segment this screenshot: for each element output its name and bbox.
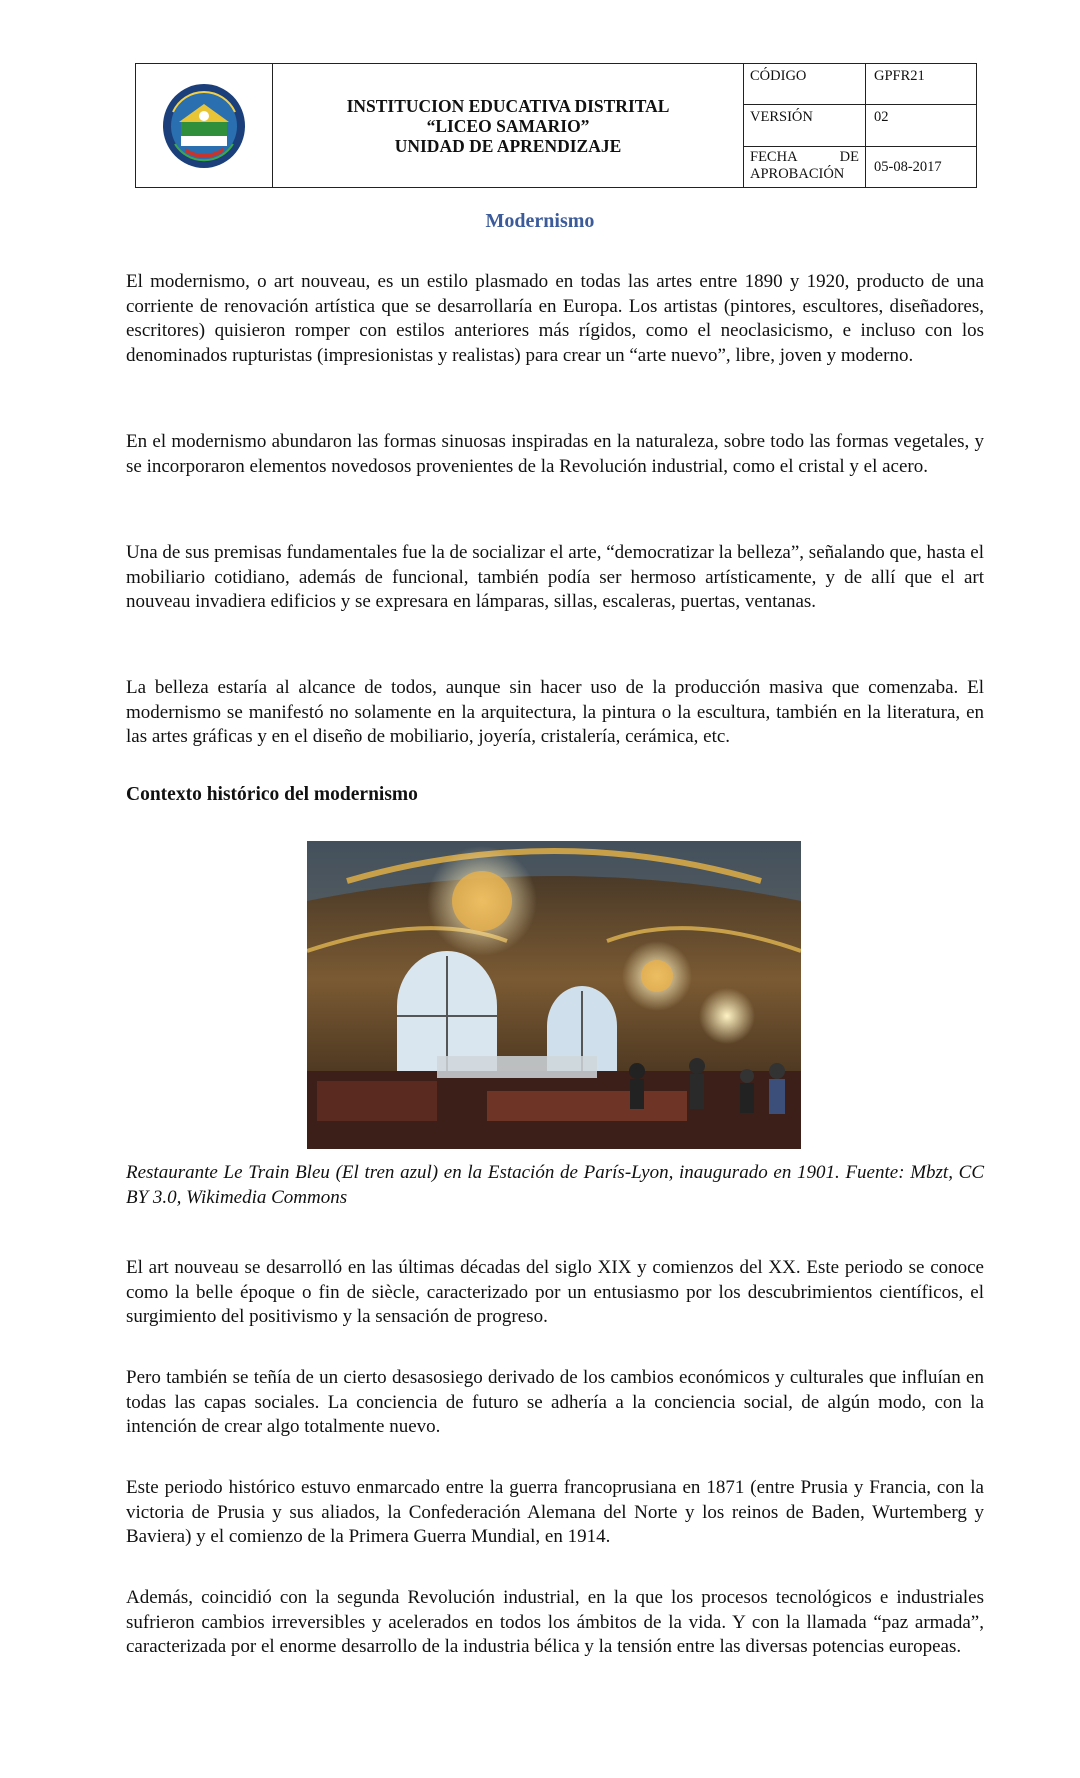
institution-name: INSTITUCION EDUCATIVA DISTRITAL <box>346 95 670 116</box>
paragraph: Una de sus premisas fundamentales fue la de socializar el arte, “democratizar la belleza”, señalando que, hasta el mobiliario cotidiano, además de funcional, también podía ser hermoso artísticamente, y de allí que el art nouveau invadiera edificios y se expresara en lámparas, sillas, escaleras, puertas, ventanas. <box>126 542 984 612</box>
paragraph: En el modernismo abundaron las formas sinuosas inspiradas en la naturaleza, sobre todo las formas vegetales, y se incorporaron elementos novedosos provenientes de la Revolución industrial, como el cristal y el acero. <box>126 431 984 477</box>
paragraph: El modernismo, o art nouveau, es un estilo plasmado en todas las artes entre 1890 y 1920, producto de una corriente de renovación artística que se desarrollaría en Europa. Los artistas (pintores, escultores, diseñadores, escritores) quisieron romper con estilos anteriores más rígidos, como el neoclasicismo, e incluso con los denominados rupturistas (impresionistas y realistas) para crear un “arte nuevo”, libre, joven y moderno. <box>126 271 984 366</box>
restaurant-photo <box>307 841 801 1149</box>
unit-name: UNIDAD DE APRENDIZAJE <box>394 135 622 156</box>
meta-date-row <box>744 147 976 187</box>
date-value: 05-08-2017 <box>874 159 942 176</box>
paragraph: La belleza estaría al alcance de todos, aunque sin hacer uso de la producción masiva que comenzaba. El modernismo se manifestó no solamente en la arquitectura, la pintura o la escultura, también en la literatura, en las artes gráficas y en el diseño de mobiliario, joyería, cristalería, cerámica, etc. <box>126 677 984 747</box>
image-caption: Restaurante Le Train Bleu (El tren azul) en la Estación de París-Lyon, inaugurado en 1901. Fuente: Mbzt, CC BY 3.0, Wikimedia Commons <box>126 1162 984 1208</box>
logo-cell <box>136 64 273 187</box>
meta-version-row <box>744 105 976 146</box>
school-crest-icon <box>161 82 247 170</box>
institution-title <box>273 64 744 187</box>
paragraph: Este periodo histórico estuvo enmarcado entre la guerra francoprusiana en 1871 (entre Prusia y Francia, con la victoria de Prusia y sus aliados, la Confederación Alemana del Norte y los reinos de Baden, Wurtemberg y Baviera) y el comienzo de la Primera Guerra Mundial, en 1914. <box>126 1477 984 1547</box>
paragraph: Pero también se teñía de un cierto desasosiego derivado de los cambios económicos y culturales que influían en todas las capas sociales. La conciencia de futuro se adhería a la conciencia social, de algún modo, con la intención de crear algo totalmente nuevo. <box>126 1367 984 1437</box>
paragraph: Además, coincidió con la segunda Revolución industrial, en la que los procesos tecnológicos e industriales sufrieron cambios irreversibles y acelerados en todos los ámbitos de la vida. Y con la llamada “paz armada”, caracterizada por el enorme desarrollo de la industria bélica y la tensión entre las diversas potencias europeas. <box>126 1587 984 1657</box>
document-header <box>135 63 977 188</box>
document-meta <box>744 64 976 187</box>
code-label: CÓDIGO <box>744 64 866 104</box>
page-title: Modernismo <box>485 210 595 232</box>
school-name: “LICEO SAMARIO” <box>426 115 590 136</box>
paragraph: El art nouveau se desarrolló en las últimas décadas del siglo XIX y comienzos del XX. Este periodo se conoce como la belle époque o fin de siècle, caracterizado por un entusiasmo por los descubrimientos científicos, el surgimiento del positivismo y la sensación de progreso. <box>126 1257 984 1327</box>
date-label: FECHA DE APROBACIÓN <box>744 147 866 187</box>
version-label: VERSIÓN <box>744 105 866 145</box>
meta-code-row <box>744 64 976 105</box>
version-value: 02 <box>874 109 889 126</box>
code-value: GPFR21 <box>874 68 925 84</box>
section-heading: Contexto histórico del modernismo <box>126 784 418 805</box>
